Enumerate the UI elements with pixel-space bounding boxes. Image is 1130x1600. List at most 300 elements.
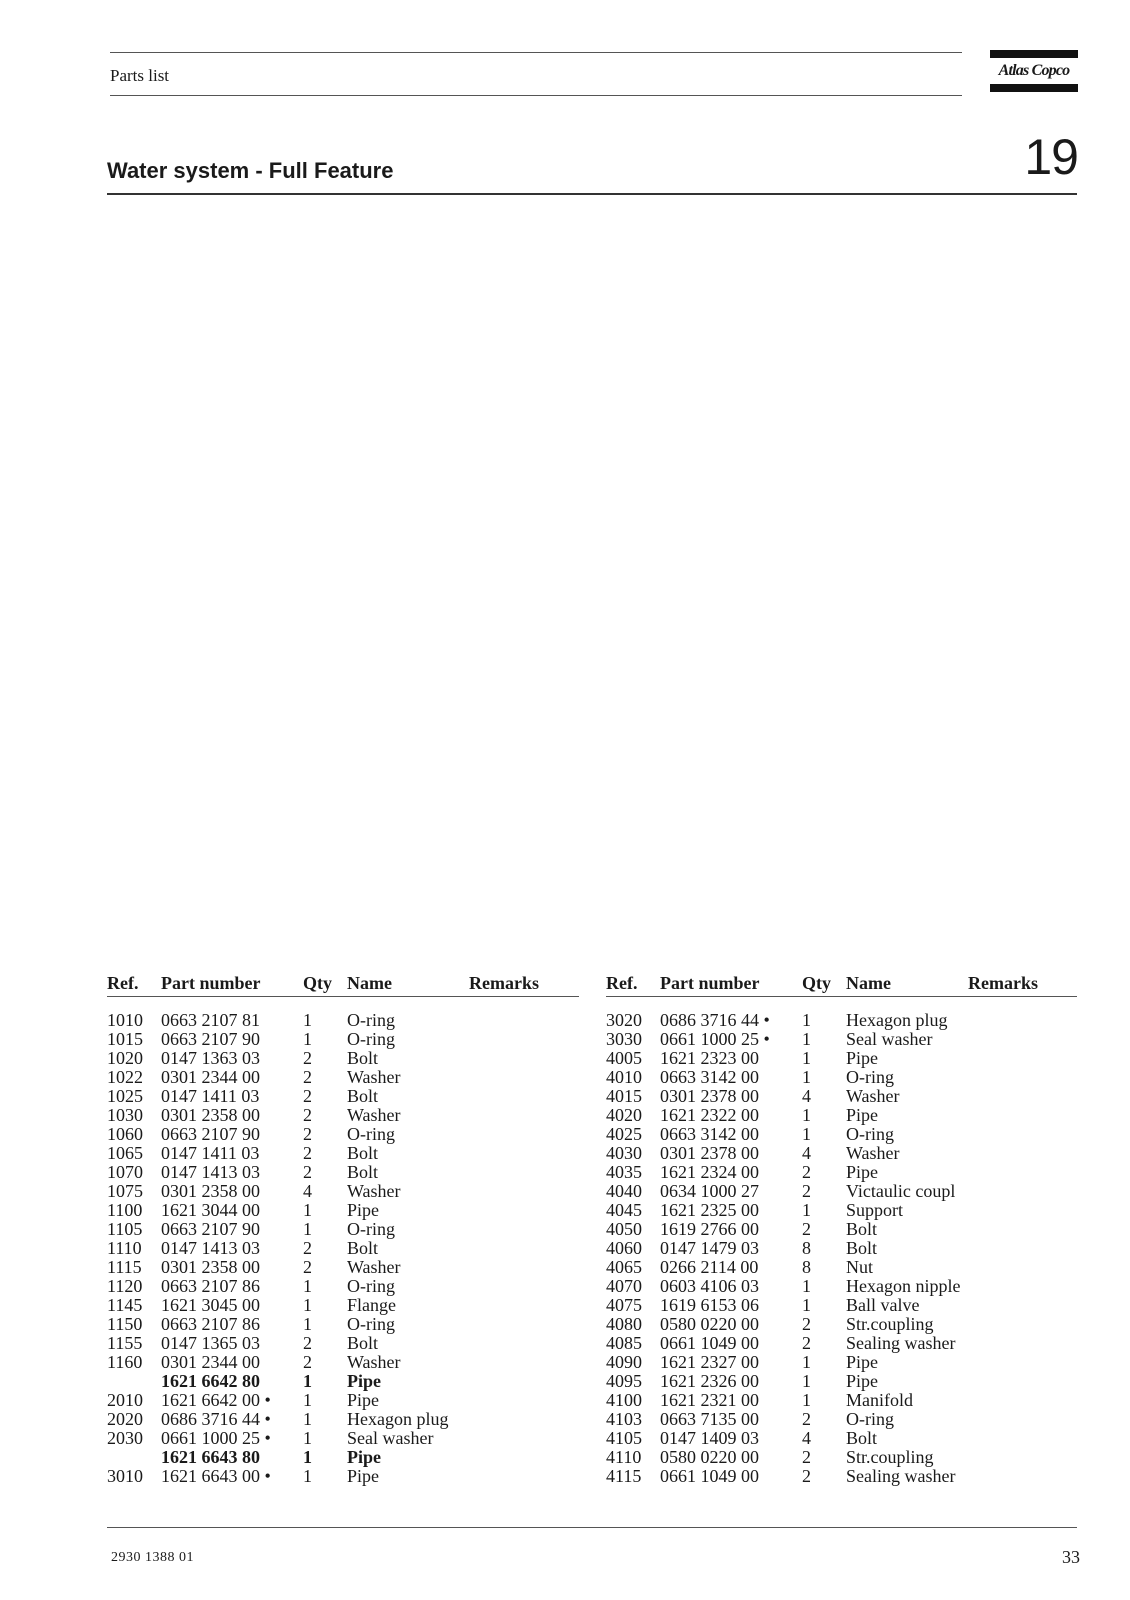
col-header-qty: Qty: [802, 974, 846, 997]
cell-remarks: [469, 1467, 579, 1486]
cell-name: Manifold: [846, 1391, 913, 1410]
cell-part-number: 0147 1411 03: [161, 1144, 260, 1163]
atlas-copco-logo: [990, 50, 1078, 94]
cell-qty: 8: [802, 1239, 811, 1258]
cell-remarks: [968, 1372, 1077, 1391]
cell-qty: 2: [303, 1144, 312, 1163]
cell-part-number: 0301 2378 00: [660, 1144, 759, 1163]
cell-part-number: 1621 3044 00: [161, 1201, 260, 1220]
cell-ref: 1105: [107, 1220, 143, 1239]
cell-remarks: [968, 1334, 1077, 1353]
cell-remarks: [469, 1201, 579, 1220]
table-row: [606, 1353, 1077, 1372]
cell-ref: [107, 1372, 161, 1391]
cell-ref: 1100: [107, 1201, 143, 1220]
cell-name: O-ring: [846, 1410, 894, 1429]
cell-ref: 4105: [606, 1429, 642, 1448]
cell-part-number: 0686 3716 44 •: [161, 1410, 271, 1429]
table-row: [107, 1277, 579, 1296]
logo-top-bar: [990, 50, 1078, 58]
cell-qty: 2: [303, 1353, 312, 1372]
cell-qty: 1: [802, 1106, 811, 1125]
cell-part-number: 1621 6642 80: [161, 1372, 260, 1391]
cell-qty: 1: [303, 1315, 312, 1334]
cell-part-number: 1619 6153 06: [660, 1296, 759, 1315]
cell-part-number: 1621 2324 00: [660, 1163, 759, 1182]
cell-ref: 4065: [606, 1258, 642, 1277]
cell-name: Nut: [846, 1258, 873, 1277]
table-row: [107, 1315, 579, 1334]
cell-part-number: 0661 1000 25 •: [660, 1030, 770, 1049]
table-row: [606, 1334, 1077, 1353]
cell-part-number: 0603 4106 03: [660, 1277, 759, 1296]
cell-name: Flange: [347, 1296, 396, 1315]
cell-remarks: [968, 1125, 1077, 1144]
table-row: [107, 1296, 579, 1315]
cell-name: Pipe: [347, 1372, 381, 1391]
cell-name: Bolt: [347, 1163, 379, 1182]
cell-remarks: [469, 1429, 579, 1448]
cell-qty: 1: [303, 1429, 312, 1448]
table-row: [606, 1372, 1077, 1391]
cell-name: Washer: [347, 1353, 401, 1372]
cell-qty: 1: [802, 1296, 811, 1315]
cell-qty: 2: [802, 1220, 811, 1239]
table-row: [606, 1239, 1077, 1258]
footer-rule: [107, 1527, 1077, 1528]
cell-part-number: 0147 1413 03: [161, 1163, 260, 1182]
cell-ref: 2020: [107, 1410, 143, 1429]
cell-ref: 1022: [107, 1068, 143, 1087]
cell-ref: 1030: [107, 1106, 143, 1125]
cell-ref: 1070: [107, 1163, 143, 1182]
cell-ref: 1015: [107, 1030, 143, 1049]
cell-ref: 4110: [606, 1448, 642, 1467]
table-row: [107, 1258, 579, 1277]
cell-remarks: [968, 1201, 1077, 1220]
cell-part-number: 0580 0220 00: [660, 1315, 759, 1334]
table-row: [107, 1429, 579, 1448]
cell-remarks: [968, 1106, 1077, 1125]
cell-qty: 2: [802, 1182, 811, 1201]
cell-remarks: [469, 1220, 579, 1239]
table-row: [606, 1087, 1077, 1106]
table-row: [606, 1315, 1077, 1334]
cell-remarks: [968, 1296, 1077, 1315]
cell-part-number: 1621 2325 00: [660, 1201, 759, 1220]
cell-name: Washer: [846, 1087, 900, 1106]
cell-name: Support: [846, 1201, 904, 1220]
cell-qty: 1: [802, 1030, 811, 1049]
cell-part-number: 0301 2358 00: [161, 1258, 260, 1277]
table-row: [606, 1163, 1077, 1182]
cell-ref: 4103: [606, 1410, 642, 1429]
cell-qty: 2: [303, 1087, 312, 1106]
cell-qty: 8: [802, 1258, 811, 1277]
cell-ref: 4075: [606, 1296, 642, 1315]
cell-name: Bolt: [846, 1429, 878, 1448]
cell-remarks: [469, 1258, 579, 1277]
cell-part-number: 1621 2321 00: [660, 1391, 759, 1410]
cell-remarks: [469, 1087, 579, 1106]
cell-part-number: 0301 2358 00: [161, 1182, 260, 1201]
col-header-ref: Ref.: [606, 974, 660, 997]
cell-ref: 2010: [107, 1391, 143, 1410]
cell-ref: 4010: [606, 1068, 642, 1087]
cell-part-number: 0147 1365 03: [161, 1334, 260, 1353]
cell-remarks: [968, 1220, 1077, 1239]
cell-ref: 4020: [606, 1106, 642, 1125]
table-row: [606, 1296, 1077, 1315]
cell-ref: 1150: [107, 1315, 143, 1334]
cell-qty: 1: [802, 1068, 811, 1087]
table-row: [606, 1030, 1077, 1049]
cell-qty: 1: [303, 1296, 312, 1315]
cell-remarks: [968, 1163, 1077, 1182]
cell-part-number: 0301 2344 00: [161, 1068, 260, 1087]
cell-name: O-ring: [347, 1030, 395, 1049]
cell-name: Bolt: [347, 1049, 379, 1068]
cell-name: Str.coupling: [846, 1315, 934, 1334]
table-row: [107, 1182, 579, 1201]
cell-ref: 1155: [107, 1334, 143, 1353]
cell-ref: 4030: [606, 1144, 642, 1163]
col-header-part-number: Part number: [660, 974, 802, 997]
col-header-remarks: Remarks: [469, 974, 579, 997]
cell-qty: 4: [802, 1087, 811, 1106]
cell-ref: 1010: [107, 1011, 143, 1030]
cell-remarks: [469, 1277, 579, 1296]
table-row: [606, 1429, 1077, 1448]
cell-remarks: [968, 1410, 1077, 1429]
table-row: [606, 1391, 1077, 1410]
section-number: 19: [1024, 129, 1078, 185]
cell-name: Hexagon nipple: [846, 1277, 961, 1296]
cell-remarks: [968, 1391, 1077, 1410]
cell-part-number: 0661 1049 00: [660, 1334, 759, 1353]
table-row: [107, 1144, 579, 1163]
table-row: [107, 1011, 579, 1030]
cell-name: Pipe: [347, 1467, 380, 1486]
cell-name: Bolt: [347, 1334, 379, 1353]
cell-name: Hexagon plug: [846, 1011, 948, 1030]
table-row: [107, 1467, 579, 1486]
cell-ref: 1065: [107, 1144, 143, 1163]
cell-part-number: 1621 2326 00: [660, 1372, 759, 1391]
cell-qty: 1: [802, 1277, 811, 1296]
cell-name: Pipe: [347, 1201, 380, 1220]
cell-qty: 2: [303, 1068, 312, 1087]
cell-part-number: 0266 2114 00: [660, 1258, 759, 1277]
page-number: 33: [1062, 1547, 1080, 1567]
cell-ref: 4115: [606, 1467, 642, 1486]
cell-qty: 1: [802, 1353, 811, 1372]
cell-part-number: 0661 1049 00: [660, 1467, 759, 1486]
cell-ref: 3020: [606, 1011, 642, 1030]
cell-remarks: [469, 1011, 579, 1030]
cell-qty: 1: [303, 1372, 312, 1391]
cell-name: Bolt: [846, 1220, 878, 1239]
cell-name: Washer: [347, 1068, 401, 1087]
table-header-row: [606, 974, 1077, 997]
cell-remarks: [469, 1334, 579, 1353]
cell-remarks: [968, 1087, 1077, 1106]
cell-name: O-ring: [347, 1125, 395, 1144]
cell-part-number: 0686 3716 44 •: [660, 1011, 770, 1030]
table-row: [107, 1448, 579, 1467]
cell-name: Pipe: [846, 1353, 879, 1372]
cell-part-number: 0663 2107 81: [161, 1011, 260, 1030]
cell-qty: 2: [802, 1163, 811, 1182]
cell-ref: 1025: [107, 1087, 143, 1106]
cell-name: Washer: [846, 1144, 900, 1163]
table-row: [107, 1372, 579, 1391]
cell-remarks: [469, 1391, 579, 1410]
cell-ref: 1060: [107, 1125, 143, 1144]
table-row: [107, 1220, 579, 1239]
table-row: [606, 1068, 1077, 1087]
table-row: [107, 1410, 579, 1429]
cell-part-number: 1621 6643 80: [161, 1448, 260, 1467]
table-row: [107, 1068, 579, 1087]
table-row: [107, 1030, 579, 1049]
cell-name: O-ring: [846, 1125, 894, 1144]
cell-ref: 4015: [606, 1087, 642, 1106]
cell-part-number: 1621 3045 00: [161, 1296, 260, 1315]
table-row: [107, 1353, 579, 1372]
table-row: [606, 1144, 1077, 1163]
cell-qty: 2: [802, 1467, 811, 1486]
cell-qty: 1: [802, 1391, 811, 1410]
cell-qty: 1: [303, 1277, 312, 1296]
cell-ref: 4025: [606, 1125, 642, 1144]
cell-qty: 1: [303, 1030, 312, 1049]
parts-table-left: [107, 974, 579, 1486]
cell-qty: 2: [303, 1106, 312, 1125]
cell-part-number: 1621 6643 00 •: [161, 1467, 271, 1486]
cell-name: O-ring: [347, 1220, 395, 1239]
cell-part-number: 1621 2323 00: [660, 1049, 759, 1068]
cell-qty: 1: [303, 1410, 312, 1429]
cell-part-number: 1621 2327 00: [660, 1353, 759, 1372]
cell-name: Ball valve: [846, 1296, 920, 1315]
cell-part-number: 0147 1363 03: [161, 1049, 260, 1068]
cell-remarks: [469, 1144, 579, 1163]
cell-ref: 1075: [107, 1182, 143, 1201]
cell-ref: 1020: [107, 1049, 143, 1068]
parts-table-right: [606, 974, 1077, 1486]
logo-wordmark: Atlas Copco: [998, 62, 1070, 79]
cell-remarks: [469, 1315, 579, 1334]
cell-qty: 1: [802, 1125, 811, 1144]
cell-qty: 1: [303, 1467, 312, 1486]
cell-qty: 2: [802, 1410, 811, 1429]
cell-part-number: 0147 1409 03: [660, 1429, 759, 1448]
cell-part-number: 0663 2107 90: [161, 1030, 260, 1049]
cell-remarks: [968, 1068, 1077, 1087]
cell-ref: 3030: [606, 1030, 642, 1049]
cell-ref: 4090: [606, 1353, 642, 1372]
cell-part-number: 0634 1000 27: [660, 1182, 759, 1201]
cell-name: Washer: [347, 1106, 401, 1125]
cell-qty: 2: [303, 1125, 312, 1144]
cell-ref: 4045: [606, 1201, 642, 1220]
cell-qty: 2: [303, 1163, 312, 1182]
cell-name: Pipe: [846, 1163, 879, 1182]
cell-remarks: [968, 1315, 1077, 1334]
cell-part-number: 0663 7135 00: [660, 1410, 759, 1429]
col-header-qty: Qty: [303, 974, 347, 997]
col-header-name: Name: [846, 974, 968, 997]
cell-part-number: 0301 2358 00: [161, 1106, 260, 1125]
header-label: Parts list: [110, 66, 170, 85]
cell-name: Hexagon plug: [347, 1410, 449, 1429]
col-header-remarks: Remarks: [968, 974, 1077, 997]
figure-area: [107, 200, 1077, 960]
cell-remarks: [968, 1049, 1077, 1068]
cell-name: Pipe: [846, 1106, 879, 1125]
col-header-ref: Ref.: [107, 974, 161, 997]
cell-part-number: 0663 2107 90: [161, 1220, 260, 1239]
cell-name: Sealing washer: [846, 1334, 956, 1353]
cell-qty: 1: [802, 1049, 811, 1068]
cell-remarks: [469, 1049, 579, 1068]
col-header-name: Name: [347, 974, 469, 997]
cell-part-number: 0147 1411 03: [161, 1087, 260, 1106]
cell-part-number: 1621 6642 00 •: [161, 1391, 271, 1410]
cell-remarks: [469, 1030, 579, 1049]
cell-remarks: [469, 1448, 579, 1467]
section-title: Water system - Full Feature: [107, 158, 394, 183]
cell-name: Seal washer: [347, 1429, 434, 1448]
cell-remarks: [469, 1372, 579, 1391]
cell-remarks: [968, 1277, 1077, 1296]
cell-name: Washer: [347, 1182, 401, 1201]
document-number: 2930 1388 01: [111, 1550, 194, 1565]
cell-remarks: [469, 1163, 579, 1182]
table-row: [107, 1087, 579, 1106]
cell-remarks: [968, 1144, 1077, 1163]
cell-name: Pipe: [347, 1448, 381, 1467]
cell-name: Washer: [347, 1258, 401, 1277]
cell-ref: 1115: [107, 1258, 142, 1277]
cell-ref: 2030: [107, 1429, 143, 1448]
cell-ref: 1110: [107, 1239, 142, 1258]
cell-qty: 1: [303, 1220, 312, 1239]
table-row: [606, 1220, 1077, 1239]
cell-part-number: 0663 2107 86: [161, 1277, 260, 1296]
table-row: [107, 1163, 579, 1182]
cell-remarks: [968, 1353, 1077, 1372]
cell-qty: 1: [802, 1011, 811, 1030]
cell-qty: 4: [802, 1429, 811, 1448]
cell-qty: 1: [303, 1011, 312, 1030]
cell-part-number: 0147 1479 03: [660, 1239, 759, 1258]
table-row: [606, 1258, 1077, 1277]
table-row: [606, 1410, 1077, 1429]
header-bottom-rule: [110, 95, 962, 96]
header-top-rule: [110, 52, 962, 53]
cell-ref: [107, 1448, 161, 1467]
cell-remarks: [469, 1296, 579, 1315]
cell-part-number: 0663 3142 00: [660, 1125, 759, 1144]
cell-name: Bolt: [347, 1144, 379, 1163]
cell-ref: 4035: [606, 1163, 642, 1182]
cell-qty: 2: [303, 1258, 312, 1277]
table-row: [606, 1448, 1077, 1467]
cell-qty: 2: [303, 1334, 312, 1353]
table-row: [606, 1467, 1077, 1486]
cell-remarks: [968, 1467, 1077, 1486]
cell-part-number: 1619 2766 00: [660, 1220, 759, 1239]
cell-ref: 4085: [606, 1334, 642, 1353]
cell-qty: 2: [802, 1334, 811, 1353]
cell-remarks: [968, 1448, 1077, 1467]
cell-qty: 2: [802, 1315, 811, 1334]
cell-part-number: 0663 2107 86: [161, 1315, 260, 1334]
section-rule: [107, 193, 1077, 195]
logo-bottom-bar: [990, 84, 1078, 92]
cell-qty: 4: [303, 1182, 312, 1201]
cell-ref: 4070: [606, 1277, 642, 1296]
cell-remarks: [469, 1353, 579, 1372]
table-row: [606, 1049, 1077, 1068]
cell-part-number: 0301 2378 00: [660, 1087, 759, 1106]
cell-ref: 4100: [606, 1391, 642, 1410]
cell-name: Str.coupling: [846, 1448, 934, 1467]
cell-ref: 1145: [107, 1296, 143, 1315]
cell-name: Pipe: [846, 1049, 879, 1068]
cell-remarks: [469, 1410, 579, 1429]
cell-name: Bolt: [846, 1239, 878, 1258]
table-row: [606, 1125, 1077, 1144]
table-row: [107, 1201, 579, 1220]
cell-remarks: [968, 1182, 1077, 1201]
table-header-row: [107, 974, 579, 997]
cell-name: O-ring: [347, 1011, 395, 1030]
table-row: [107, 1334, 579, 1353]
cell-qty: 4: [802, 1144, 811, 1163]
cell-name: O-ring: [846, 1068, 894, 1087]
cell-ref: 1120: [107, 1277, 143, 1296]
cell-part-number: 0580 0220 00: [660, 1448, 759, 1467]
cell-remarks: [968, 1239, 1077, 1258]
cell-qty: 1: [303, 1201, 312, 1220]
cell-name: Sealing washer: [846, 1467, 956, 1486]
cell-part-number: 0147 1413 03: [161, 1239, 260, 1258]
cell-remarks: [968, 1429, 1077, 1448]
col-header-part-number: Part number: [161, 974, 303, 997]
table-row: [606, 1182, 1077, 1201]
cell-name: Bolt: [347, 1087, 379, 1106]
cell-part-number: 0663 2107 90: [161, 1125, 260, 1144]
cell-qty: 1: [802, 1372, 811, 1391]
cell-name: O-ring: [347, 1315, 395, 1334]
cell-name: Pipe: [846, 1372, 879, 1391]
cell-qty: 1: [802, 1201, 811, 1220]
cell-name: Victaulic coupl: [846, 1182, 956, 1201]
cell-part-number: 0661 1000 25 •: [161, 1429, 271, 1448]
cell-ref: 1160: [107, 1353, 143, 1372]
cell-name: Bolt: [347, 1239, 379, 1258]
cell-ref: 4040: [606, 1182, 642, 1201]
table-row: [107, 1239, 579, 1258]
table-row: [606, 1011, 1077, 1030]
cell-remarks: [469, 1068, 579, 1087]
table-row: [606, 1106, 1077, 1125]
cell-remarks: [469, 1239, 579, 1258]
cell-ref: 3010: [107, 1467, 143, 1486]
